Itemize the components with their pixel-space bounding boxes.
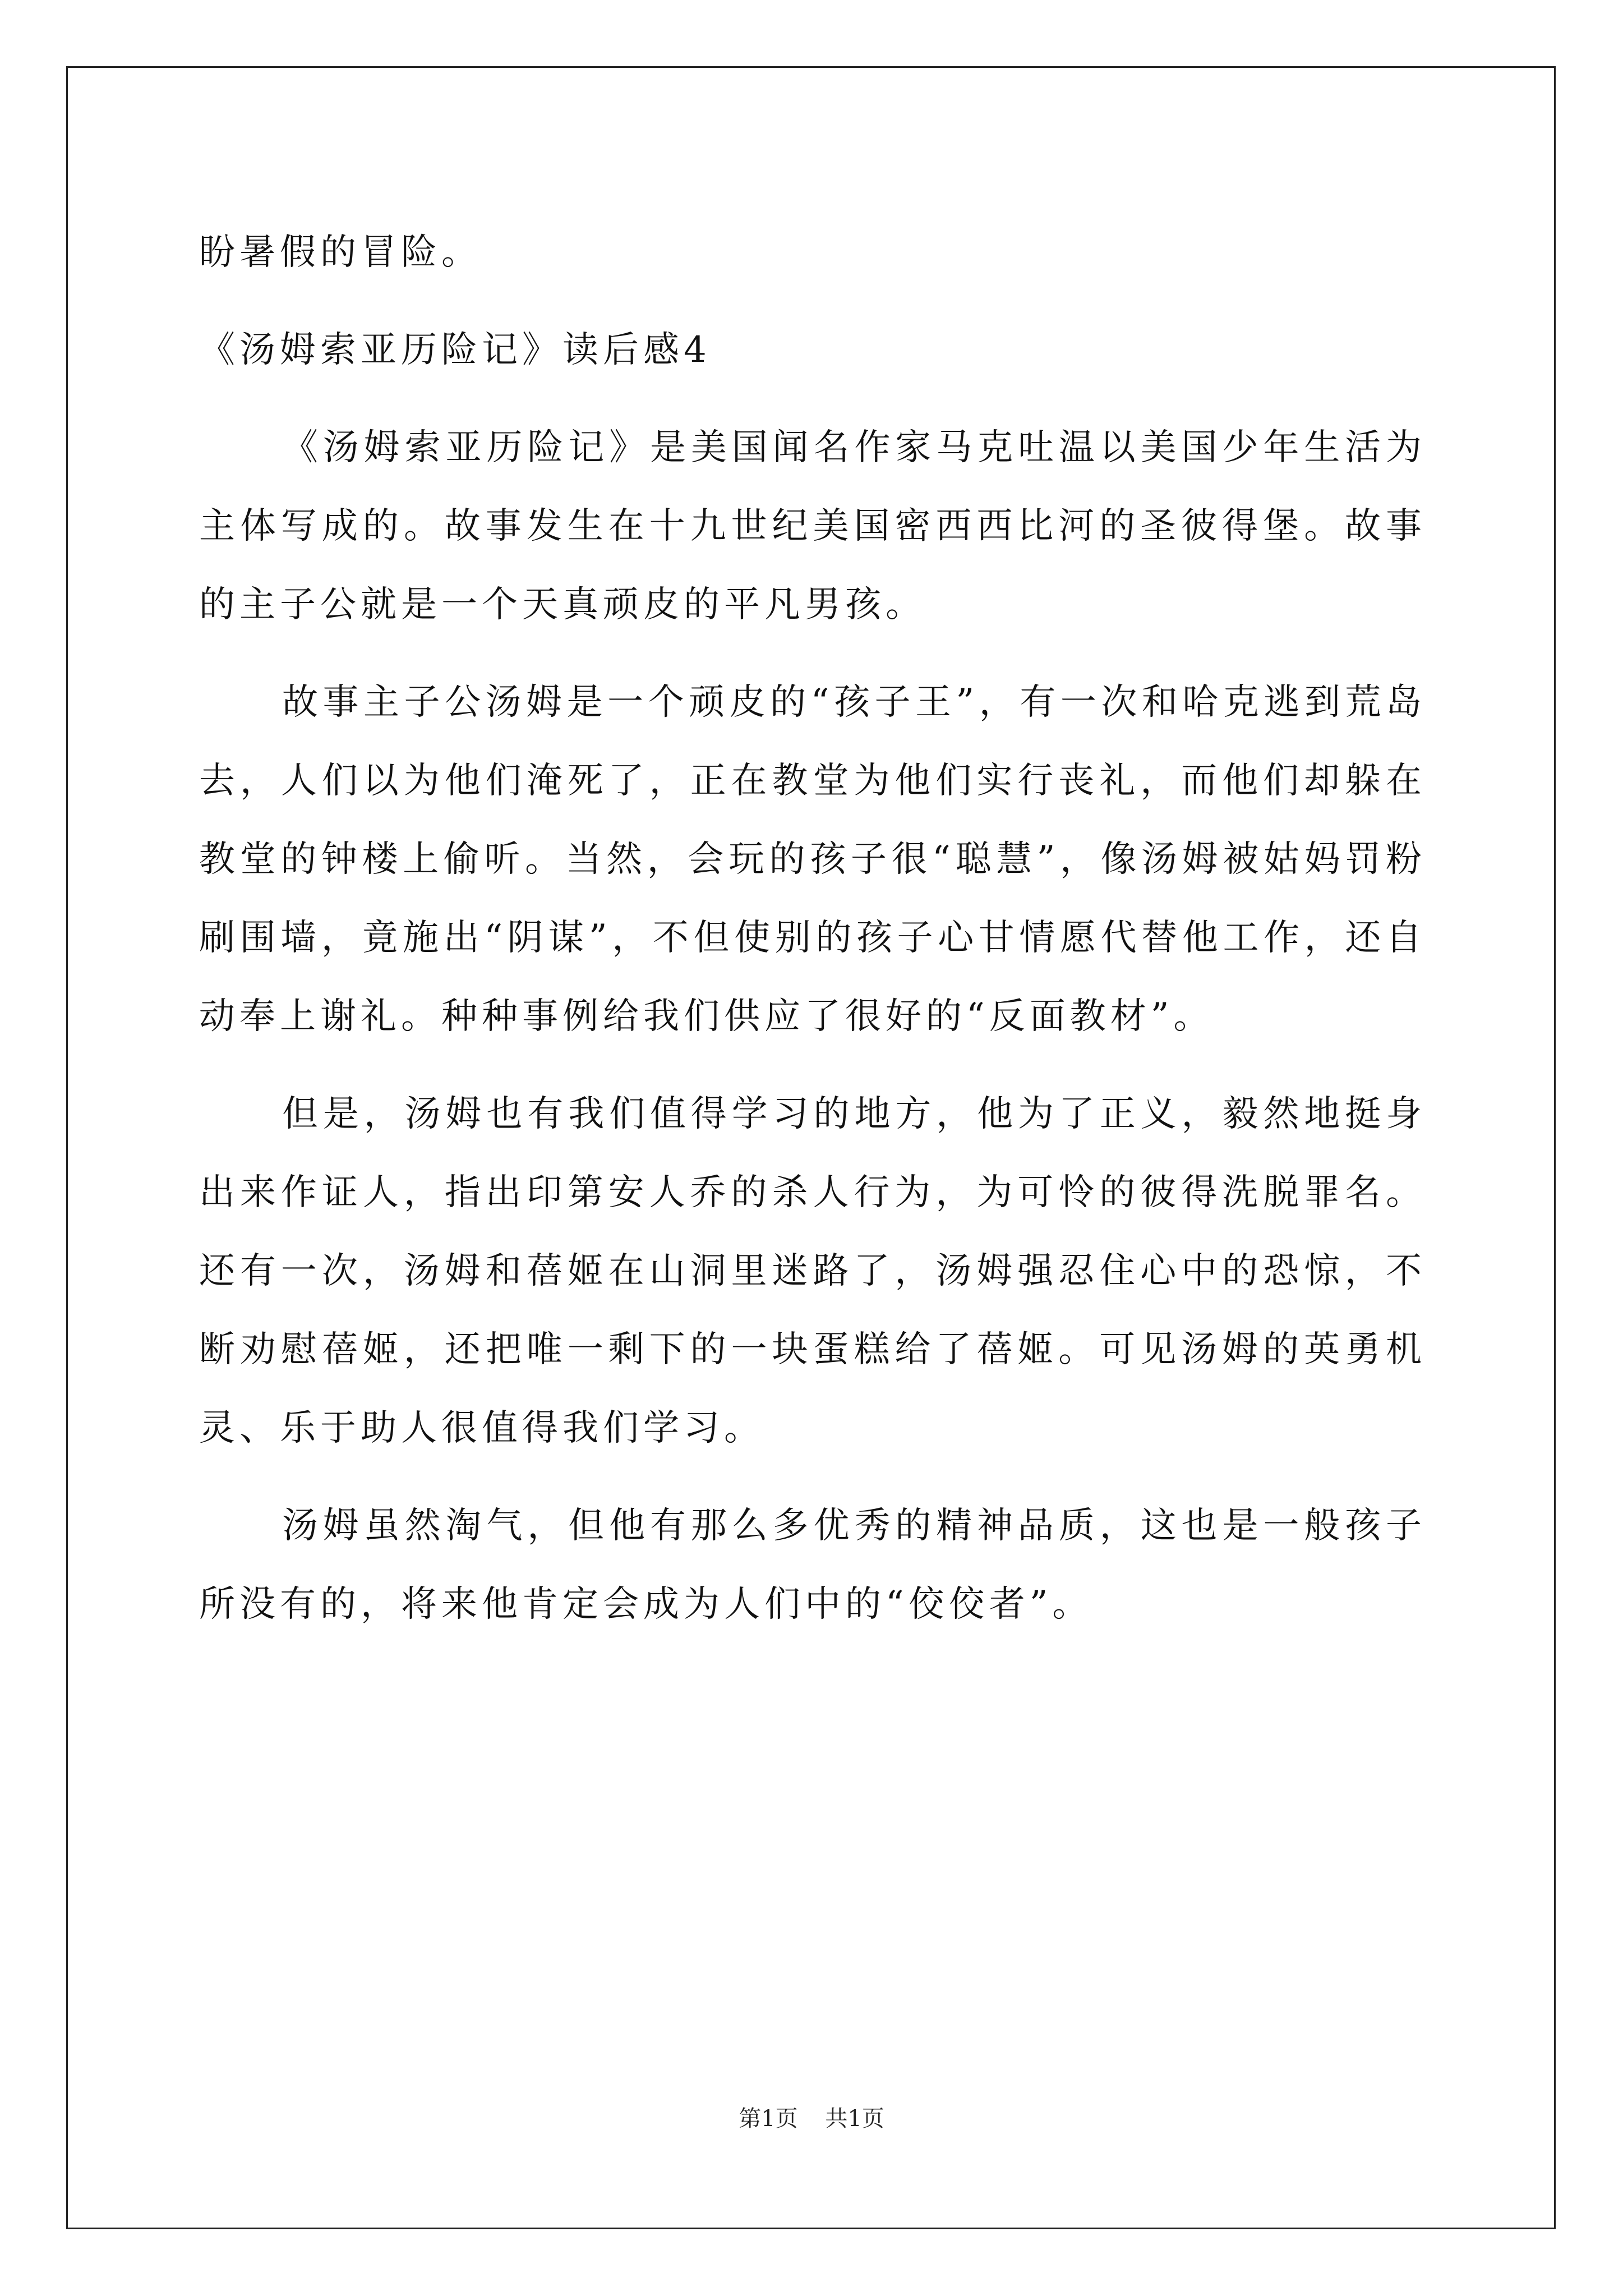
paragraph-4: 汤姆虽然淘气，但他有那么多优秀的精神品质，这也是一般孩子所没有的，将来他肯定会成为人们中的“佼佼者”。 [199, 1505, 1426, 1625]
paragraph-2: 故事主子公汤姆是一个顽皮的“孩子王”，有一次和哈克逃到荒岛去，人们以为他们淹死了，正在教堂为他们实行丧礼，而他们却躲在教堂的钟楼上偷听。当然，会玩的孩子很“聪慧”，像汤姆被姑妈罚粉刷围墙，竟施出“阴谋”，不但使别的孩子心甘情愿代替他工作，还自动奉上谢礼。种种事例给我们供应了很好的“反面教材”。 [199, 682, 1426, 1037]
paragraph-3: 但是，汤姆也有我们值得学习的地方，他为了正义，毅然地挺身出来作证人，指出印第安人乔的杀人行为，为可怜的彼得洗脱罪名。还有一次，汤姆和蓓姬在山洞里迷路了，汤姆强忍住心中的恐惊，不断劝慰蓓姬，还把唯一剩下的一块蛋糕给了蓓姬。可见汤姆的英勇机灵、乐于助人很值得我们学习。 [199, 1093, 1426, 1449]
page-total: 共1页 [825, 2106, 884, 2132]
paragraph-1: 《汤姆索亚历险记》是美国闻名作家马克吐温以美国少年生活为主体写成的。故事发生在十九世纪美国密西西比河的圣彼得堡。故事的主子公就是一个天真顽皮的平凡男孩。 [199, 427, 1426, 625]
spacer [199, 389, 1426, 408]
page-footer [0, 2101, 1623, 2133]
carryover-line: 盼暑假的冒险。 [199, 232, 482, 273]
page-number: 第1页 [739, 2106, 798, 2132]
spacer [199, 292, 1426, 311]
section-title: 《汤姆索亚历险记》读后感4 [199, 329, 711, 371]
document-body [199, 213, 1426, 1663]
